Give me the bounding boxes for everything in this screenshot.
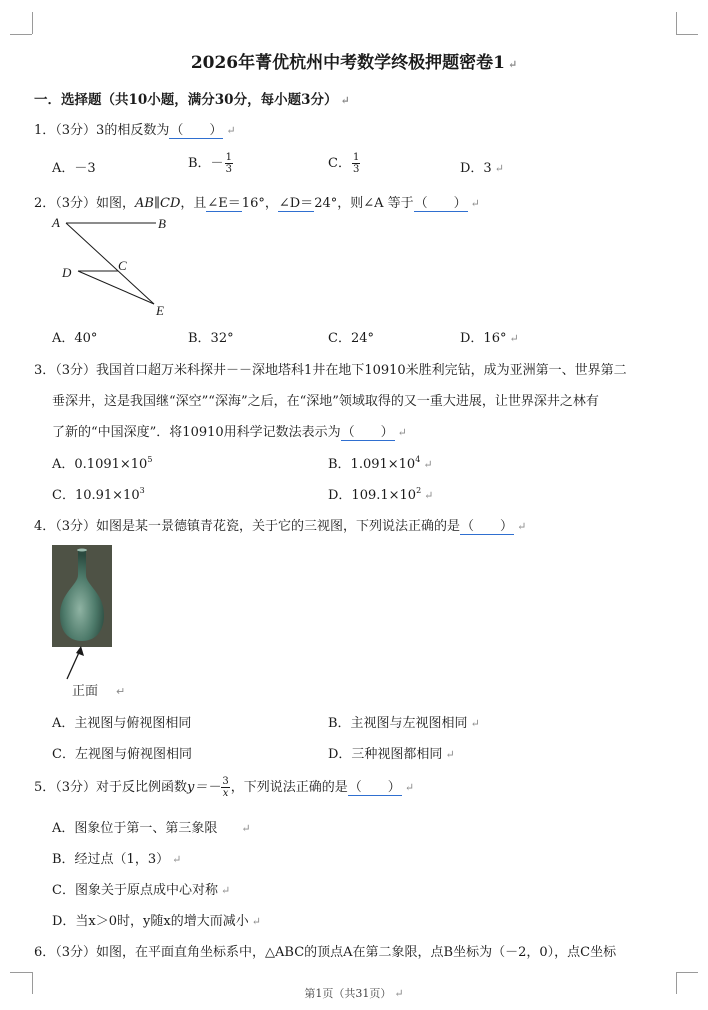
q5-option-d: D．当x＞0时，y随x的增大而减小 ↵: [52, 914, 261, 929]
crop-mark-bottom-left: [10, 972, 32, 973]
page-title: 2026年菁优杭州中考数学终极押题密卷1 ↵: [190, 53, 518, 73]
q2-option-d: D．16° ↵: [460, 331, 519, 346]
section-heading: 一．选择题（共10小题，满分30分，每小题3分） ↵: [34, 92, 350, 108]
crop-mark-bottom-right: [676, 972, 698, 973]
answer-blank: （ ）: [461, 519, 514, 534]
q3-option-d: D．$109.1\times 10^2$ ↵: [328, 485, 434, 503]
question-2-stem: 2．（3分）如图，AB∥CD，且∠E＝16°，∠D＝24°，则∠A 等于（ ） ↵: [34, 196, 480, 211]
page-footer: 第1页（共31页） ↵: [304, 987, 404, 1000]
geometry-figure-q2: [48, 212, 188, 322]
q3-option-a: A．$0.1091\times 10^5$: [52, 454, 153, 472]
question-5-stem: 5．（3分）对于反比例函数y＝－ $\frac{3}{x}$ ，下列说法正确的是（ ） ↵: [34, 776, 415, 799]
q1-option-c: C． $\frac{1}{3}$: [328, 152, 360, 175]
crop-mark-top-left-v: [32, 12, 33, 34]
q5-option-a: A．图象位于第一、第三象限 ↵: [52, 821, 251, 836]
crop-mark-top-left: [10, 34, 32, 35]
question-1-stem: 1．（3分）3的相反数为（ ） ↵: [34, 123, 236, 138]
q1-option-a: A．－3: [52, 161, 96, 176]
label-c: C: [118, 258, 127, 273]
label-b: B: [158, 216, 166, 231]
question-4-stem: 4．（3分）如图是某一景德镇青花瓷，关于它的三视图，下列说法正确的是（ ） ↵: [34, 519, 527, 534]
question-3-line-1: 3．（3分）我国首口超万米科探井－－深地塔科1井在地下10910米胜利完钻，成为亚洲第一、世界第二: [34, 363, 627, 378]
q5-option-c: C．图象关于原点成中心对称 ↵: [52, 883, 231, 898]
q2-option-a: A．40°: [52, 331, 98, 346]
q1-option-b: B．－ $\frac{1}{3}$: [188, 152, 232, 175]
label-e: E: [156, 303, 164, 318]
vase-image: [52, 545, 118, 651]
crop-mark-top-right-v: [676, 12, 677, 34]
q5-option-b: B．经过点（1，3） ↵: [52, 852, 182, 867]
q4-option-c: C．左视图与俯视图相同: [52, 747, 192, 762]
crop-mark-top-right: [676, 34, 698, 35]
q4-option-d: D．三种视图都相同 ↵: [328, 747, 455, 762]
answer-blank: （ ）: [170, 123, 223, 138]
q4-option-a: A．主视图与俯视图相同: [52, 716, 192, 731]
question-3-line-2: 垂深井，这是我国继“深空”“深海”之后，在“深地”领域取得的又一重大进展，让世界深井之林有: [52, 394, 599, 409]
label-a: A: [52, 215, 60, 230]
question-6-line-1: 6．（3分）如图，在平面直角坐标系中，△ABC的顶点A在第二象限，点B坐标为（－2，0），点C坐标: [34, 945, 617, 960]
label-d: D: [62, 265, 72, 280]
q3-option-b: B．$1.091\times 10^4$ ↵: [328, 454, 433, 472]
q1-option-d: D．3 ↵: [460, 161, 504, 176]
arrow-icon: [64, 643, 86, 683]
front-label: 正面 ↵: [72, 684, 126, 699]
q2-option-b: B．32°: [188, 331, 234, 346]
q3-option-c: C．$10.91\times 10^3$: [52, 485, 145, 503]
answer-blank: （ ）: [414, 196, 467, 211]
q2-option-c: C．24°: [328, 331, 374, 346]
answer-blank: （ ）: [348, 780, 401, 795]
question-3-line-3: 了新的“中国深度”．将10910用科学记数法表示为（ ） ↵: [52, 425, 407, 440]
q4-option-b: B．主视图与左视图相同 ↵: [328, 716, 480, 731]
answer-blank: （ ）: [341, 425, 394, 440]
